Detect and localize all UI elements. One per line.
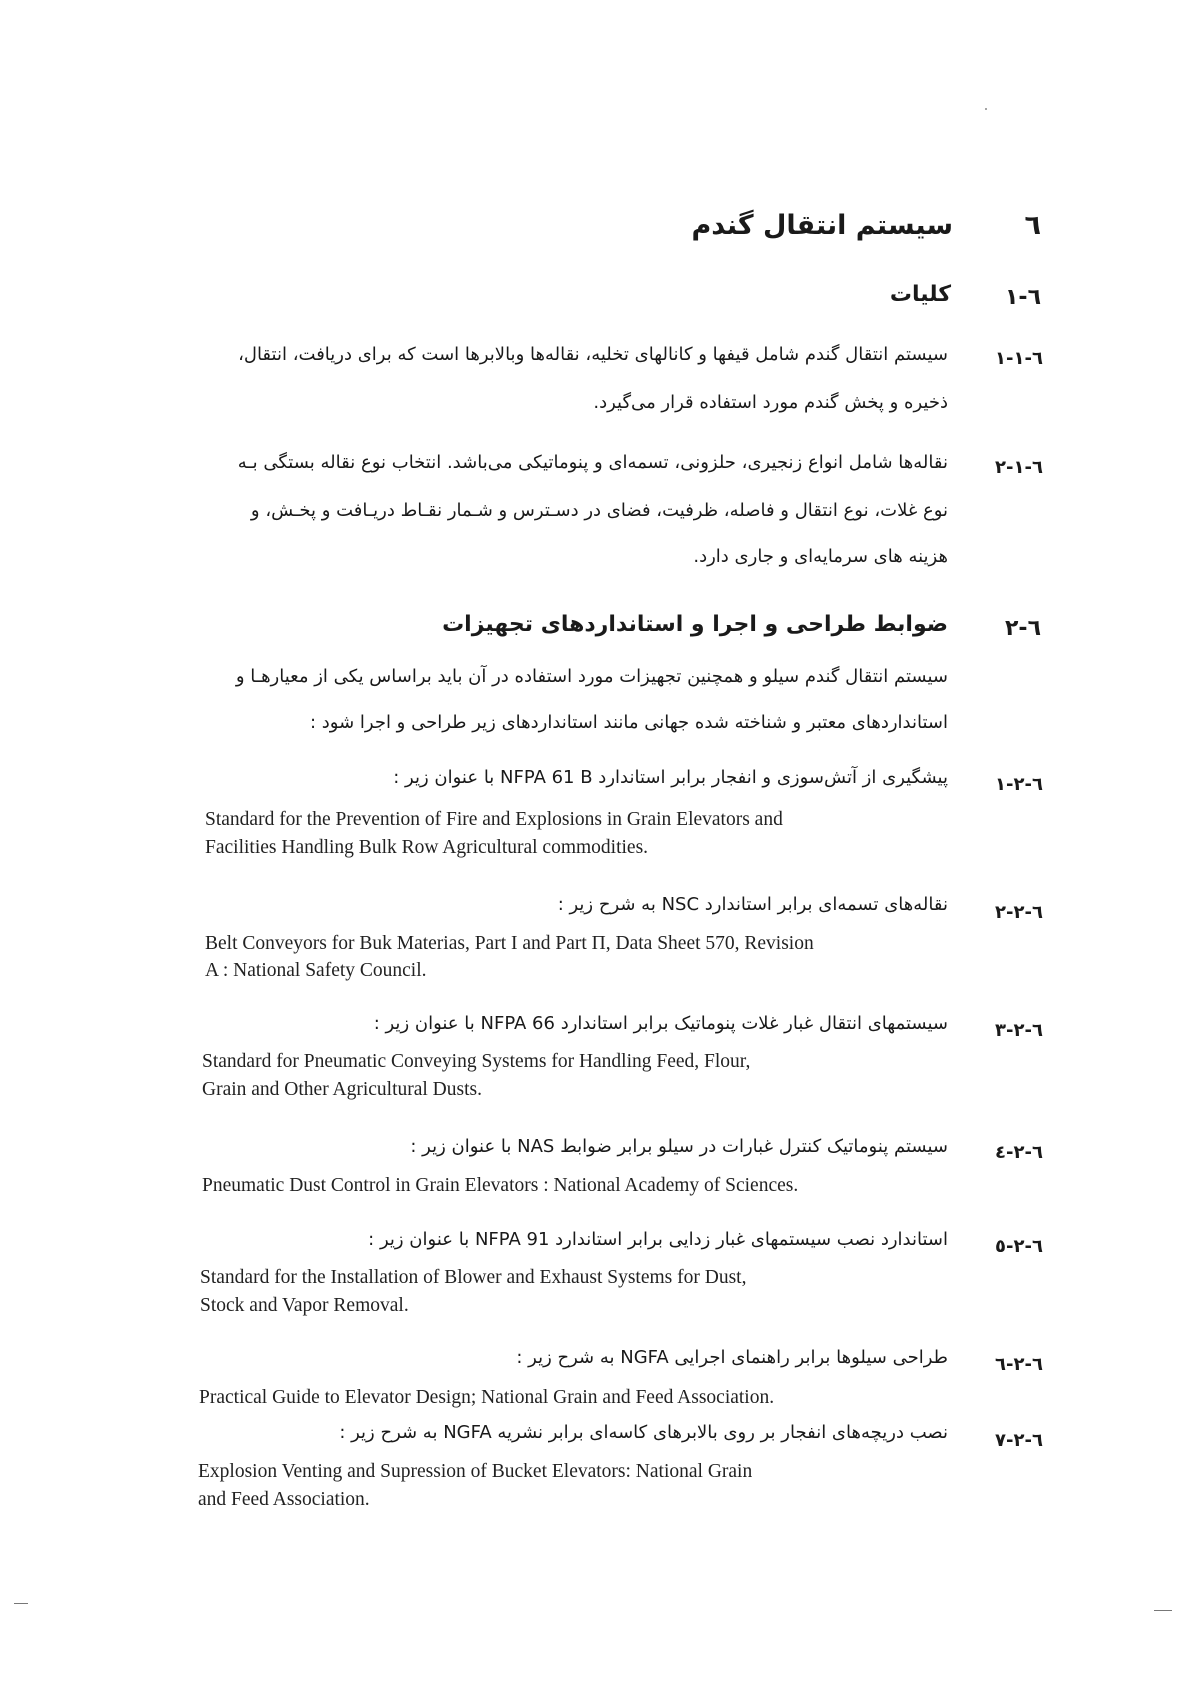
item-number: ٦-٢-١ (995, 774, 1043, 795)
item-number: ٦-٢-٧ (995, 1430, 1043, 1451)
english-reference: Pneumatic Dust Control in Grain Elevators : National Academy of Sciences. (202, 1175, 799, 1196)
paragraph-line: استانداردهای معتبر و شناخته شده جهانی مانند استانداردهای زیر طراحی و اجرا شود : (310, 712, 948, 733)
english-reference: Standard for the Prevention of Fire and Explosions in Grain Elevators and (205, 809, 783, 830)
english-reference: Stock and Vapor Removal. (200, 1295, 409, 1316)
subsection-number: ٦-٢ (1004, 616, 1041, 641)
paragraph-line: ذخیره و پخش گندم مورد استفاده قرار می‌گیرد. (593, 392, 948, 413)
scan-edge-mark (14, 1603, 28, 1604)
item-number: ٦-٢-٦ (995, 1354, 1043, 1375)
paragraph-line: سیستم انتقال گندم شامل قیفها و کانالهای تخلیه، نقاله‌ها وبالابرها است که برای دریافت، انتقال، (238, 344, 948, 365)
item-number: ٦-٢-٢ (995, 902, 1043, 923)
english-reference: Practical Guide to Elevator Design; National Grain and Feed Association. (199, 1387, 775, 1408)
paragraph-number: ٦-١-١ (995, 348, 1043, 369)
paragraph-number: ٦-١-٢ (995, 457, 1043, 478)
english-reference: Facilities Handling Bulk Row Agricultural commodities. (205, 837, 649, 858)
paragraph-line: نوع غلات، نوع انتقال و فاصله، ظرفیت، فضای در دسـترس و شـمار نقـاط دریـافت و پخـش، و (250, 500, 948, 521)
scan-speck (985, 108, 987, 110)
item-number: ٦-٢-٥ (995, 1236, 1043, 1257)
item-title: طراحی سیلوها برابر راهنمای اجرایی NGFA به شرح زیر : (516, 1347, 948, 1368)
item-number: ٦-٢-٣ (995, 1020, 1043, 1041)
subsection-title: ضوابط طراحی و اجرا و استانداردهای تجهیزات (442, 612, 948, 637)
paragraph-line: نقاله‌ها شامل انواع زنجیری، حلزونی، تسمه‌ای و پنوماتیکی می‌باشد. انتخاب نوع نقاله بستگی بـه (237, 452, 948, 473)
item-title: سیستمهای انتقال غبار غلات پنوماتیک برابر استاندارد NFPA 66 با عنوان زیر : (373, 1013, 948, 1034)
english-reference: and Feed Association. (198, 1489, 370, 1510)
subsection-number: ٦-١ (1004, 285, 1041, 310)
paragraph-line: سیستم انتقال گندم سیلو و همچنین تجهیزات مورد استفاده در آن باید براساس یکی از معیارهـا و (235, 666, 948, 687)
item-title: نصب دریچه‌های انفجار بر روی بالابرهای کاسه‌ای برابر نشریه NGFA به شرح زیر : (339, 1422, 948, 1443)
item-number: ٦-٢-٤ (995, 1142, 1043, 1163)
item-title: نقاله‌های تسمه‌ای برابر استاندارد NSC به شرح زیر : (557, 894, 948, 915)
english-reference: Grain and Other Agricultural Dusts. (202, 1079, 482, 1100)
english-reference: Explosion Venting and Supression of Bucket Elevators: National Grain (198, 1461, 753, 1482)
english-reference: Standard for the Installation of Blower and Exhaust Systems for Dust, (200, 1267, 747, 1288)
subsection-title: کلیات (889, 282, 951, 307)
english-reference: A : National Safety Council. (205, 960, 427, 981)
english-reference: Standard for Pneumatic Conveying Systems for Handling Feed, Flour, (202, 1051, 751, 1072)
scan-edge-mark (1154, 1610, 1172, 1611)
item-title: پیشگیری از آتش‌سوزی و انفجار برابر استاندارد NFPA 61 B با عنوان زیر : (393, 767, 948, 788)
section-title: سیستم انتقال گندم (691, 210, 953, 241)
english-reference: Belt Conveyors for Buk Materias, Part I and Part П, Data Sheet 570, Revision (205, 933, 814, 954)
section-number: ٦ (1024, 210, 1041, 241)
item-title: استاندارد نصب سیستمهای غبار زدایی برابر استاندارد NFPA 91 با عنوان زیر : (368, 1229, 948, 1250)
paragraph-line: هزینه های سرمایه‌ای و جاری دارد. (693, 546, 948, 567)
item-title: سیستم پنوماتیک کنترل غبارات در سیلو برابر ضوابط NAS با عنوان زیر : (410, 1136, 948, 1157)
